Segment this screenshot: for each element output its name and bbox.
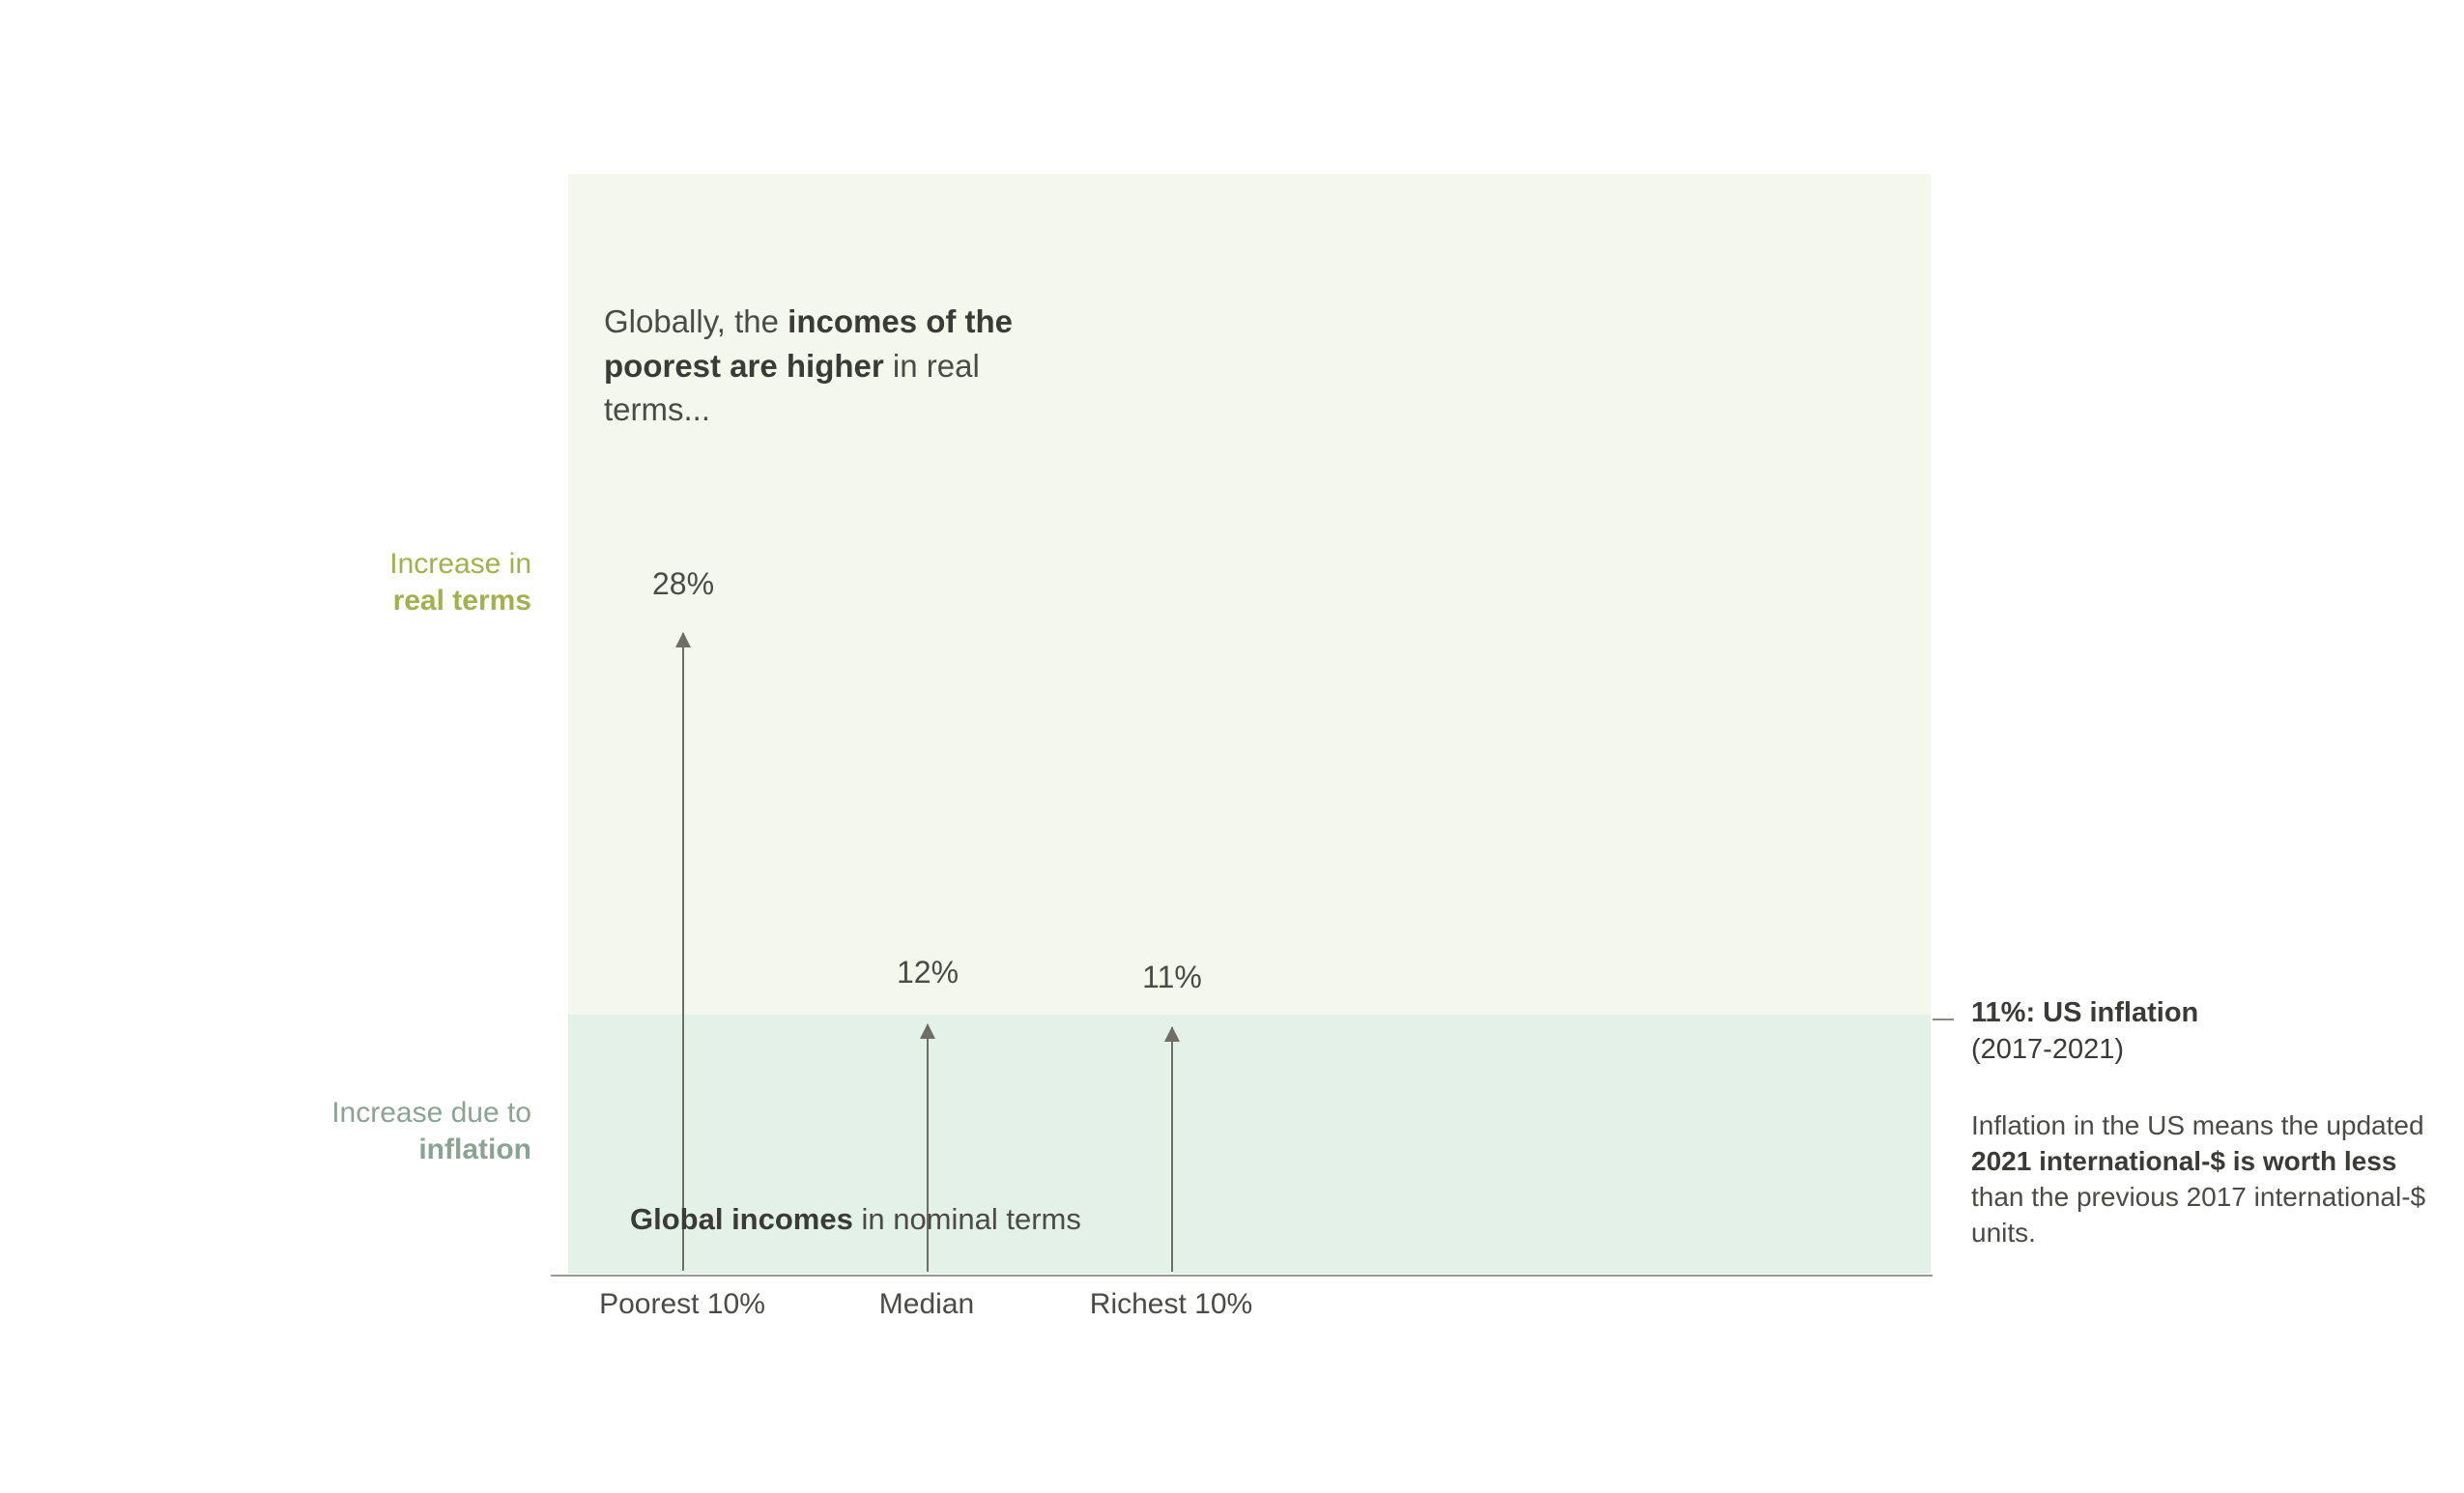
headline-part1: Globally, the xyxy=(604,303,788,339)
legend-label-real-terms-line2: real terms xyxy=(392,585,531,617)
annotation-body-part1: Inflation in the US means the updated xyxy=(1971,1110,2424,1141)
annotation-title-bold: 11%: US inflation xyxy=(1971,997,2199,1028)
chart-headline xyxy=(604,300,1058,432)
baseline-annotation-bold: Global incomes xyxy=(630,1202,853,1236)
x-tick-richest: Richest 10% xyxy=(1089,1288,1253,1320)
annotation-body xyxy=(1971,1108,2433,1251)
baseline-annotation xyxy=(630,1202,1081,1237)
x-axis-line xyxy=(551,1275,1933,1277)
annotation-body-bold: 2021 international-$ is worth less xyxy=(1971,1146,2397,1177)
right-annotation xyxy=(1940,995,2433,1251)
legend-label-inflation-line1: Increase due to xyxy=(331,1097,531,1129)
arrow-poorest xyxy=(682,633,684,1271)
headline-bold: incomes of the poorest are higher xyxy=(604,303,1014,384)
baseline-annotation-rest: in nominal terms xyxy=(852,1202,1081,1236)
annotation-title xyxy=(1971,995,2433,1068)
legend-label-inflation xyxy=(97,1095,531,1169)
legend-label-real-terms-line1: Increase in xyxy=(389,548,531,580)
value-label-median: 12% xyxy=(896,955,960,990)
annotation-title-rest: (2017-2021) xyxy=(1971,1033,2124,1065)
annotation-body-part2: than the previous 2017 international-$ units. xyxy=(1971,1182,2426,1249)
arrow-richest xyxy=(1171,1027,1173,1272)
legend-label-real-terms xyxy=(116,546,531,620)
legend-label-inflation-line2: inflation xyxy=(418,1134,531,1166)
x-tick-median: Median xyxy=(878,1288,975,1320)
x-tick-poorest: Poorest 10% xyxy=(599,1288,765,1320)
headline-part2: in real terms... xyxy=(604,347,980,428)
value-label-poorest: 28% xyxy=(651,566,715,601)
value-label-richest: 11% xyxy=(1142,960,1202,994)
